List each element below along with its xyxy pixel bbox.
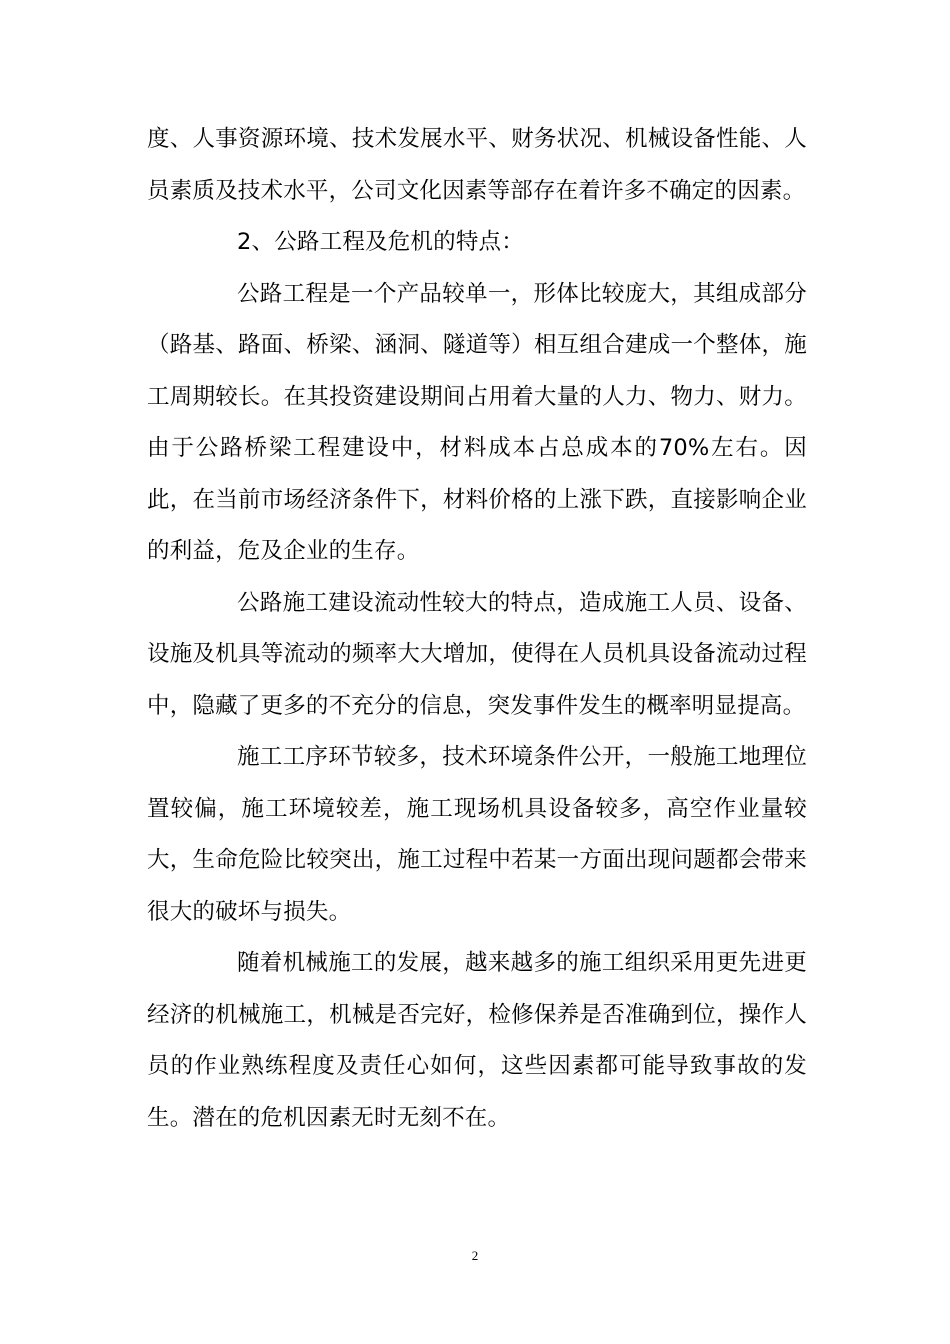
paragraph-highway-features: 公路工程是一个产品较单一，形体比较庞大，其组成部分（路基、路面、桥梁、涵洞、隧道等）相互组合建成一个整体，施工周期较长。在其投资建设期间占用着大量的人力、物力、财力。由于公路桥梁工程建设中，材料成本占总成本的70%左右。因此，在当前市场经济条件下，材料价格的上涨下跌，直接影响企业的利益，危及企业的生存。 (147, 280, 807, 564)
paragraph-machinery: 随着机械施工的发展，越来越多的施工组织采用更先进更经济的机械施工，机械是否完好，检修保养是否准确到位，操作人员的作业熟练程度及责任心如何，这些因素都可能导致事故的发生。潜在的危机因素无时无刻不在。 (147, 950, 807, 1131)
section-heading: 2、公路工程及危机的特点： (237, 229, 524, 255)
paragraph-continuation: 度、人事资源环境、技术发展水平、财务状况、机械设备性能、人员素质及技术水平，公司文化因素等部存在着许多不确定的因素。 (147, 126, 807, 204)
paragraph-process: 施工工序环节较多，技术环境条件公开，一般施工地理位置较偏，施工环境较差，施工现场机具设备较多，高空作业量较大，生命危险比较突出，施工过程中若某一方面出现问题都会带来很大的破坏与损失。 (147, 744, 807, 925)
page-number: 2 (471, 1248, 479, 1263)
document-body (147, 114, 807, 1144)
paragraph-mobility: 公路施工建设流动性较大的特点，造成施工人员、设备、设施及机具等流动的频率大大增加，使得在人员机具设备流动过程中，隐藏了更多的不充分的信息，突发事件发生的概率明显提高。 (147, 589, 807, 719)
